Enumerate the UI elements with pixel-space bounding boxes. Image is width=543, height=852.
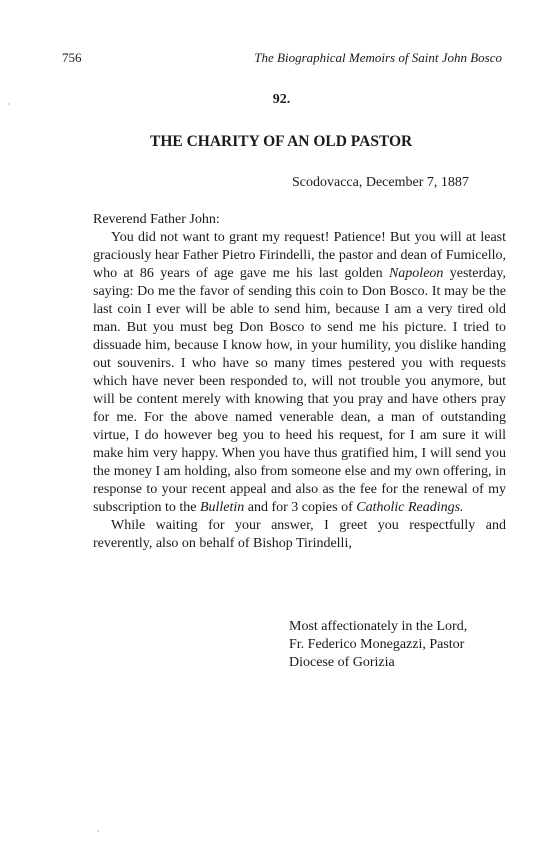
italic-napoleon: Napoleon <box>388 266 444 281</box>
letter-closing <box>289 618 467 672</box>
closing-line-1: Most affectionately in the Lord, <box>289 619 468 634</box>
letter-salutation: Reverend Father John: <box>93 212 220 227</box>
letter-paragraph-1 <box>93 229 506 517</box>
document-title: THE CHARITY OF AN OLD PASTOR <box>150 133 413 150</box>
letter-paragraph-2: While waiting for your answer, I greet you respectfully and reverently, also on behalf of Bishop Tirindelli, <box>93 518 506 551</box>
letter-body <box>93 211 506 553</box>
letter-dateline: Scodovacca, December 7, 1887 <box>292 175 469 190</box>
closing-diocese: Diocese of Gorizia <box>289 655 395 670</box>
running-header-title: The Biographical Memoirs of Saint John Bosco <box>254 50 502 65</box>
page-number: 756 <box>62 50 82 65</box>
paragraph-1-text-b: yesterday, saying: Do me the favor of sending this coin to Don Bosco. It may be the last coin I ever will be able to send him, because I am a very tired old man. But you must beg Don Bosco to send me his picture. I tried to dissuade him, because I know how, in your humility, you dislike handing out souvenirs. I who have so many times pestered you with requests which have never been responded to, will not trouble you anymore, but will be content merely with knowing that you pray and have others pray for me. For the above named venerable dean, a man of outstanding virtue, I do however beg you to heed his request, for I am sure it will make him very happy. When you have thus gratified him, I will send you the money I am holding, also from someone else and my own offering, in response to your recent appeal and also as the fee for the renewal of my subscription to the <box>93 266 506 515</box>
italic-catholic-readings: Catholic Readings. <box>356 500 464 515</box>
italic-bulletin: Bulletin <box>199 500 245 515</box>
paragraph-1-text-a: You did not want to grant my request! Patience! But you will at least graciously hear Father Pietro Firindelli, the pastor and dean of Fumicello, who at 86 years of age gave me his last golden <box>93 230 506 281</box>
scan-speck <box>8 103 10 105</box>
scan-speck <box>97 830 99 832</box>
closing-signature: Fr. Federico Monegazzi, Pastor <box>289 637 465 652</box>
document-number: 92. <box>272 92 291 107</box>
paragraph-1-text-c: and for 3 copies of <box>244 500 357 515</box>
